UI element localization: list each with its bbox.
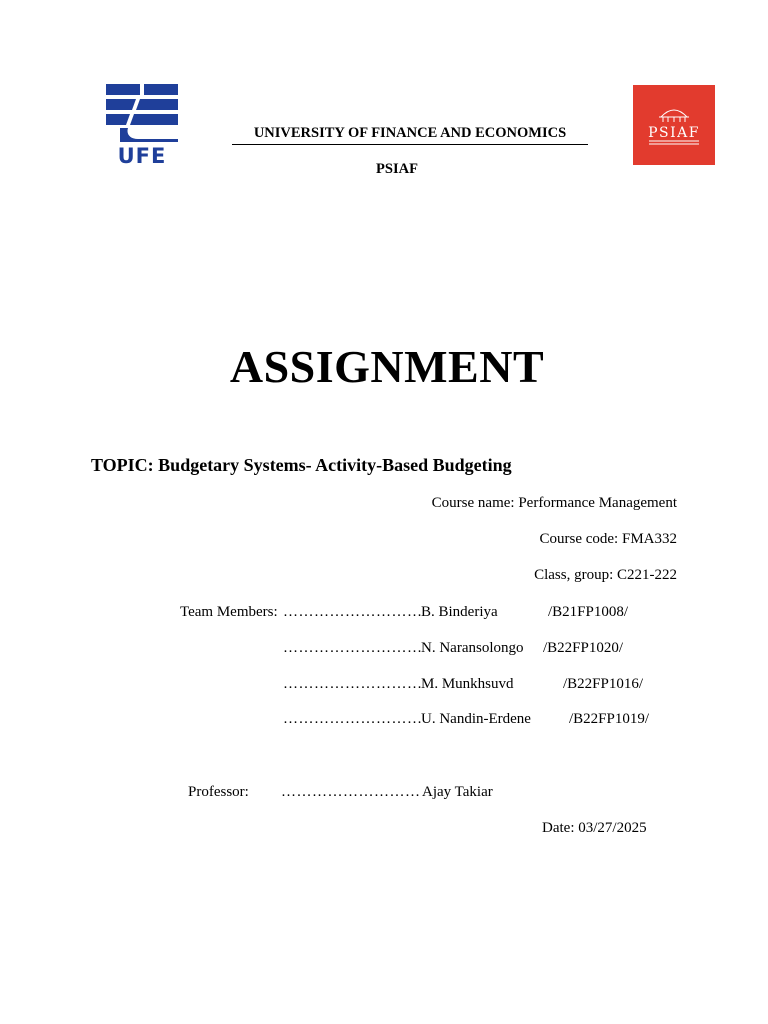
member-name: N. Naransolongo (421, 640, 524, 656)
ufe-logo (106, 84, 178, 164)
topic-heading: TOPIC: Budgetary Systems- Activity-Based Budgeting (91, 455, 512, 475)
university-name: UNIVERSITY OF FINANCE AND ECONOMICS (232, 125, 588, 145)
class-group: Class, group: C221-222 (534, 567, 677, 583)
member-dots: ……………………… (283, 676, 423, 692)
document-title: ASSIGNMENT (229, 341, 545, 392)
professor-dots: ……………………… (281, 784, 421, 800)
team-members-label: Team Members: (180, 604, 278, 620)
date: Date: 03/27/2025 (542, 820, 647, 836)
member-dots: ……………………… (283, 711, 423, 727)
member-name: M. Munkhsuvd (421, 676, 514, 692)
psiaf-logo-text: PSIAF (648, 125, 700, 141)
member-id: /B22FP1020/ (543, 640, 624, 656)
professor-name: Ajay Takiar (422, 784, 493, 800)
ufe-logo-text: UFE (117, 144, 167, 164)
psiaf-logo (633, 85, 715, 165)
professor-label: Professor: (188, 784, 249, 800)
member-id: /B22FP1019/ (569, 711, 650, 727)
member-name: B. Binderiya (421, 604, 498, 620)
member-id: /B22FP1016/ (563, 676, 644, 692)
member-dots: ……………………… (283, 604, 423, 620)
member-name: U. Nandin-Erdene (421, 711, 531, 727)
department-name: PSIAF (376, 161, 418, 177)
course-name: Course name: Performance Management (431, 495, 677, 511)
course-code: Course code: FMA332 (539, 531, 677, 547)
member-id: /B21FP1008/ (548, 604, 629, 620)
member-dots: ……………………… (283, 640, 423, 656)
